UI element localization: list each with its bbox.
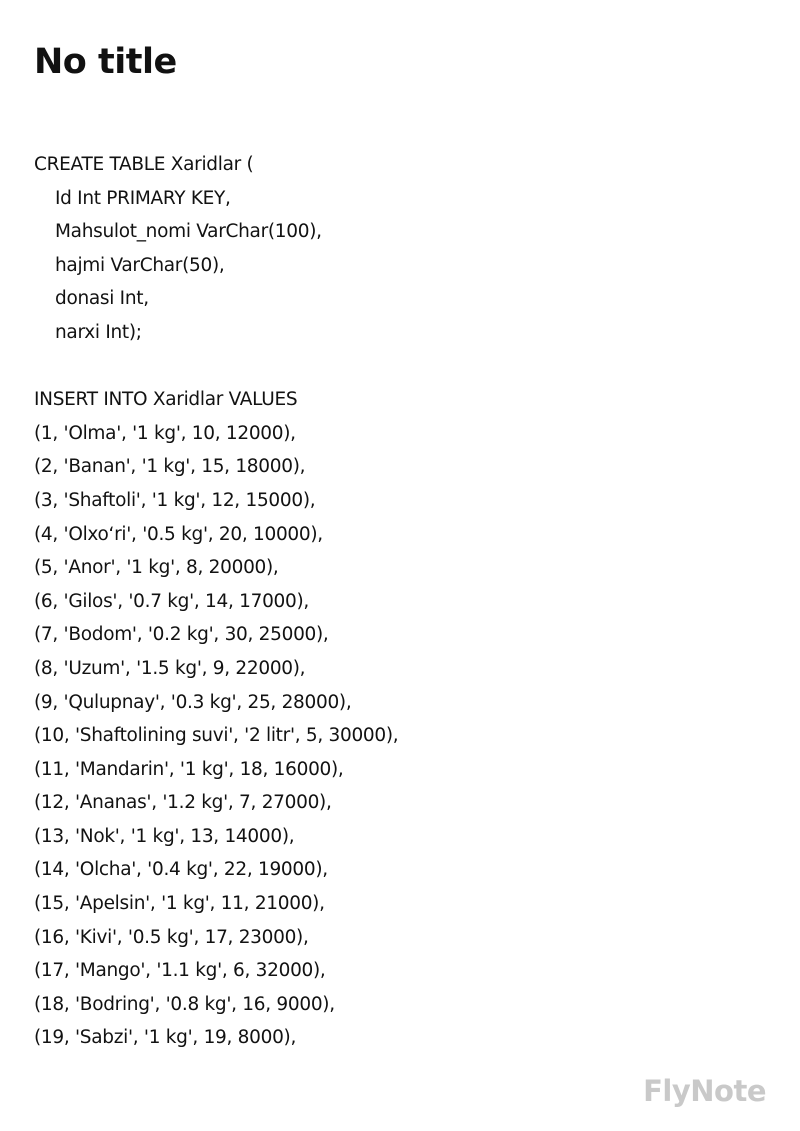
note-body[interactable]: [34, 148, 774, 1055]
code-line: (2, 'Banan', '1 kg', 15, 18000),: [34, 456, 306, 478]
code-line: CREATE TABLE Xaridlar (: [34, 154, 254, 175]
code-line: (15, 'Apelsin', '1 kg', 11, 21000),: [34, 893, 325, 915]
code-line: hajmi VarChar(50),: [55, 254, 225, 276]
code-line: narxi Int);: [55, 321, 142, 343]
note-title: No title: [34, 42, 177, 82]
code-line: (19, 'Sabzi', '1 kg', 19, 8000),: [34, 1027, 297, 1049]
code-line: INSERT INTO Xaridlar VALUES: [34, 389, 298, 411]
code-line: (13, 'Nok', '1 kg', 13, 14000),: [34, 825, 295, 847]
code-line: (14, 'Olcha', '0.4 kg', 22, 19000),: [34, 859, 328, 881]
code-line: (7, 'Bodom', '0.2 kg', 30, 25000),: [34, 624, 329, 646]
flynote-watermark: FlyNote: [643, 1074, 766, 1108]
code-line: (5, 'Anor', '1 kg', 8, 20000),: [34, 557, 279, 579]
code-line: Id Int PRIMARY KEY,: [55, 187, 231, 209]
code-line: (1, 'Olma', '1 kg', 10, 12000),: [34, 422, 296, 444]
code-line: (6, 'Gilos', '0.7 kg', 14, 17000),: [34, 590, 309, 612]
code-line: donasi Int,: [55, 288, 149, 310]
code-line: (4, 'Olxo‘ri', '0.5 kg', 20, 10000),: [34, 523, 323, 545]
code-line: (17, 'Mango', '1.1 kg', 6, 32000),: [34, 960, 326, 982]
code-line: (8, 'Uzum', '1.5 kg', 9, 22000),: [34, 657, 306, 679]
code-line: (10, 'Shaftolining suvi', '2 litr', 5, 30000),: [34, 725, 399, 747]
code-line: (16, 'Kivi', '0.5 kg', 17, 23000),: [34, 926, 309, 948]
blank-line: [34, 350, 774, 384]
code-line: (11, 'Mandarin', '1 kg', 18, 16000),: [34, 758, 344, 780]
code-line: (12, 'Ananas', '1.2 kg', 7, 27000),: [34, 792, 332, 814]
code-line: (9, 'Qulupnay', '0.3 kg', 25, 28000),: [34, 691, 352, 713]
code-line: Mahsulot_nomi VarChar(100),: [55, 221, 322, 243]
code-line: (3, 'Shaftoli', '1 kg', 12, 15000),: [34, 489, 316, 511]
code-line: (18, 'Bodring', '0.8 kg', 16, 9000),: [34, 993, 335, 1015]
